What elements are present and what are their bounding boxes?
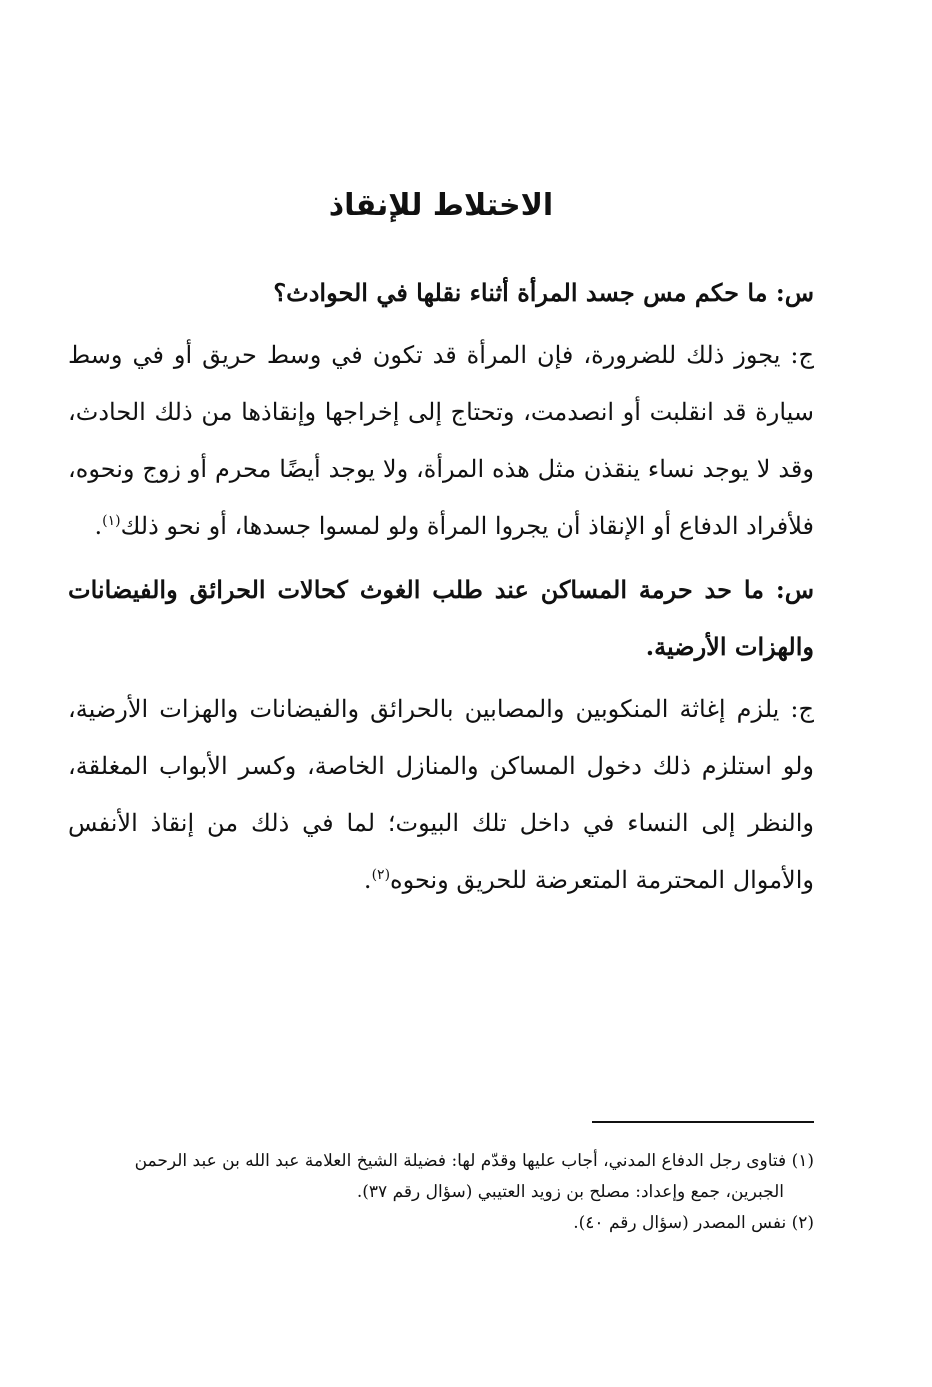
answer-1-text: ج: يجوز ذلك للضرورة، فإن المرأة قد تكون في وسط حريق أو في وسط سيارة قد انقلبت أو انصدمت، وتحتاج إلى إخراجها وإنقاذها من ذلك الحادث، وقد لا يوجد نساء ينقذن مثل هذه المرأة، ولا يوجد أيضًا محرم أو زوج ونحوه، فلأفراد الدفاع أو الإنقاذ أن يجروا المرأة ولو لمسوا جسدها، أو نحو ذلك [68, 341, 814, 540]
answer-1-end: . [94, 512, 103, 540]
footnotes-section [68, 1146, 814, 1239]
book-page [68, 0, 814, 1387]
footnote-2-line-1: (٢) نفس المصدر (سؤال رقم ٤٠). [573, 1213, 814, 1233]
question-1: س: ما حكم مس جسد المرأة أثناء نقلها في الحوادث؟ [273, 278, 814, 307]
footnote-ref-2[interactable]: (٢) [371, 867, 391, 883]
question-2: س: ما حد حرمة المساكن عند طلب الغوث كحالات الحرائق والفيضانات والهزات الأرضية. [68, 575, 814, 661]
footnote-ref-1[interactable]: (١) [102, 513, 121, 529]
footnote-1-line-1: (١) فتاوى رجل الدفاع المدني، أجاب عليها وقدّم لها: فضيلة الشيخ العلامة عبد الله بن عبد الرحمن [134, 1151, 814, 1171]
answer-2-text: ج: يلزم إغاثة المنكوبين والمصابين بالحرائق والفيضانات والهزات الأرضية، ولو استلزم ذلك دخول المساكن والمنازل الخاصة، وكسر الأبواب المغلقة، والنظر إلى النساء في داخل تلك البيوت؛ لما في ذلك من إنقاذ الأنفس والأموال المحترمة المتعرضة للحريق ونحوه [68, 695, 814, 894]
chapter-title: الاختلاط للإنقاذ [328, 188, 554, 223]
footnote-2 [68, 1208, 814, 1239]
answer-1 [68, 327, 814, 555]
footnote-divider [592, 1121, 814, 1123]
main-text [68, 264, 814, 915]
footnote-1 [68, 1146, 814, 1208]
answer-2-end: . [363, 866, 372, 894]
footnote-1-line-2: الجبرين، جمع وإعداد: مصلح بن زويد العتيبي (سؤال رقم ٣٧). [356, 1182, 784, 1202]
answer-2 [68, 681, 814, 909]
